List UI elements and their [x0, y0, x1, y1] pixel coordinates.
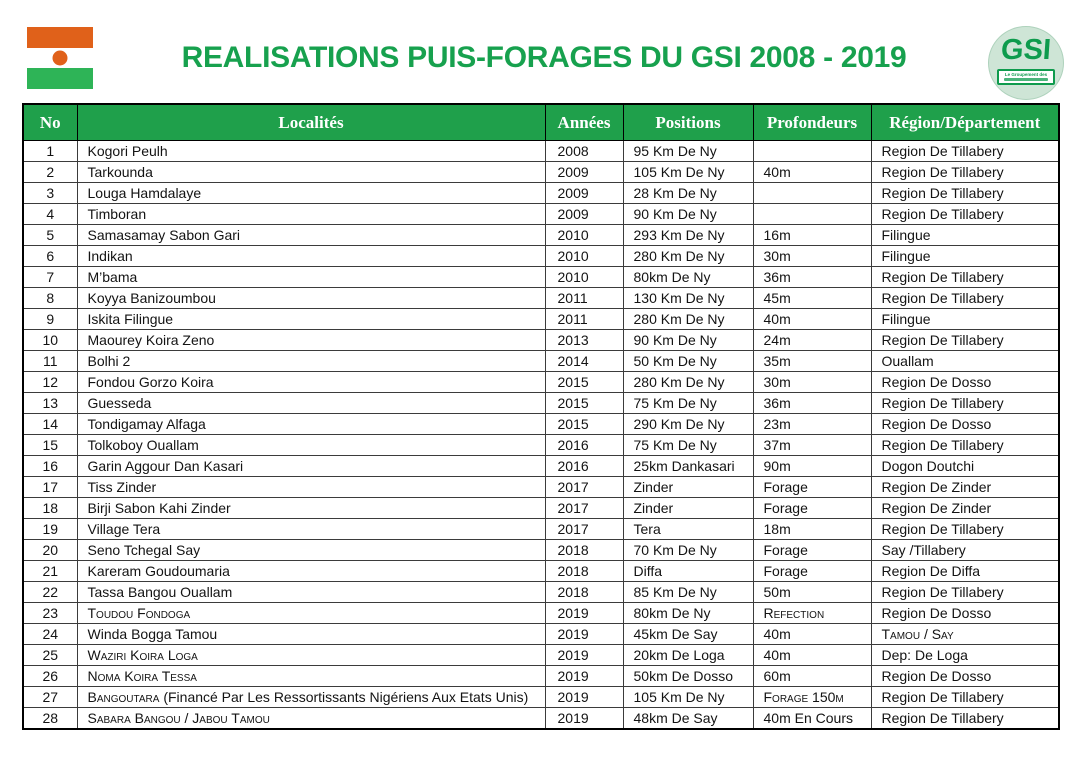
table-row — [23, 477, 1059, 498]
cell-position: 280 Km De Ny — [623, 372, 753, 393]
cell-no: 7 — [23, 267, 77, 288]
cell-annee: 2018 — [545, 561, 623, 582]
cell-no: 16 — [23, 456, 77, 477]
cell-region: Region De Tillabery — [871, 162, 1059, 183]
cell-locality: Tarkounda — [77, 162, 545, 183]
cell-position: Tera — [623, 519, 753, 540]
cell-region: Region De Tillabery — [871, 687, 1059, 708]
cell-region: Dep: De Loga — [871, 645, 1059, 666]
table-row — [23, 603, 1059, 624]
cell-position: 95 Km De Ny — [623, 141, 753, 162]
cell-position: 25km Dankasari — [623, 456, 753, 477]
cell-annee: 2015 — [545, 393, 623, 414]
cell-region: Region De Dosso — [871, 603, 1059, 624]
cell-profondeur — [753, 141, 871, 162]
cell-locality: Bolhi 2 — [77, 351, 545, 372]
cell-profondeur: 40m — [753, 645, 871, 666]
cell-position: 48km De Say — [623, 708, 753, 730]
table-row — [23, 687, 1059, 708]
table-row — [23, 708, 1059, 730]
cell-locality: Bangoutara (Financé Par Les Ressortissants Nigériens Aux Etats Unis) — [77, 687, 545, 708]
cell-no: 20 — [23, 540, 77, 561]
flag-green-band — [27, 68, 93, 89]
cell-no: 12 — [23, 372, 77, 393]
table-row — [23, 309, 1059, 330]
cell-profondeur: 36m — [753, 267, 871, 288]
table-row — [23, 645, 1059, 666]
cell-profondeur: 40m En Cours — [753, 708, 871, 730]
cell-locality: Timboran — [77, 204, 545, 225]
cell-no: 28 — [23, 708, 77, 730]
flag-orange-band — [27, 27, 93, 48]
cell-locality: Toudou Fondoga — [77, 603, 545, 624]
table-header-row — [23, 104, 1059, 141]
cell-position: 90 Km De Ny — [623, 204, 753, 225]
cell-annee: 2018 — [545, 540, 623, 561]
cell-position: 20km De Loga — [623, 645, 753, 666]
cell-profondeur: Forage — [753, 477, 871, 498]
table-row — [23, 624, 1059, 645]
cell-no: 14 — [23, 414, 77, 435]
gsi-logo-tagline-line — [1004, 78, 1048, 81]
cell-no: 9 — [23, 309, 77, 330]
cell-position: 75 Km De Ny — [623, 435, 753, 456]
table-row — [23, 519, 1059, 540]
cell-no: 24 — [23, 624, 77, 645]
cell-region: Filingue — [871, 225, 1059, 246]
cell-no: 3 — [23, 183, 77, 204]
cell-no: 6 — [23, 246, 77, 267]
cell-region: Region De Zinder — [871, 477, 1059, 498]
cell-locality: Seno Tchegal Say — [77, 540, 545, 561]
cell-region: Region De Tillabery — [871, 708, 1059, 730]
gsi-logo-label: GSI — [999, 34, 1053, 66]
table-row — [23, 330, 1059, 351]
cell-profondeur: 50m — [753, 582, 871, 603]
cell-profondeur: 35m — [753, 351, 871, 372]
column-header-profondeurs: Profondeurs — [753, 104, 871, 141]
column-header-positions: Positions — [623, 104, 753, 141]
cell-position: 50km De Dosso — [623, 666, 753, 687]
cell-position: 293 Km De Ny — [623, 225, 753, 246]
cell-region: Region De Tillabery — [871, 519, 1059, 540]
cell-annee: 2016 — [545, 435, 623, 456]
column-header-localites: Localités — [77, 104, 545, 141]
cell-no: 13 — [23, 393, 77, 414]
cell-profondeur: 30m — [753, 246, 871, 267]
cell-profondeur: 24m — [753, 330, 871, 351]
cell-region: Region De Tillabery — [871, 141, 1059, 162]
table-row — [23, 456, 1059, 477]
cell-annee: 2019 — [545, 603, 623, 624]
cell-annee: 2015 — [545, 372, 623, 393]
cell-locality: Noma Koira Tessa — [77, 666, 545, 687]
cell-profondeur — [753, 204, 871, 225]
cell-position: 45km De Say — [623, 624, 753, 645]
cell-position: 80km De Ny — [623, 603, 753, 624]
cell-locality: Sabara Bangou / Jabou Tamou — [77, 708, 545, 730]
cell-profondeur: 23m — [753, 414, 871, 435]
cell-profondeur: 40m — [753, 624, 871, 645]
cell-annee: 2010 — [545, 225, 623, 246]
column-header-region: Région/Département — [871, 104, 1059, 141]
cell-no: 8 — [23, 288, 77, 309]
cell-annee: 2019 — [545, 666, 623, 687]
cell-region: Region De Diffa — [871, 561, 1059, 582]
cell-locality: Koyya Banizoumbou — [77, 288, 545, 309]
cell-no: 25 — [23, 645, 77, 666]
cell-locality: Tassa Bangou Ouallam — [77, 582, 545, 603]
cell-no: 15 — [23, 435, 77, 456]
cell-position: 90 Km De Ny — [623, 330, 753, 351]
cell-no: 1 — [23, 141, 77, 162]
cell-locality: Maourey Koira Zeno — [77, 330, 545, 351]
cell-profondeur: Forage 150m — [753, 687, 871, 708]
table-header — [23, 104, 1059, 141]
cell-locality: Tiss Zinder — [77, 477, 545, 498]
cell-annee: 2019 — [545, 708, 623, 730]
cell-position: Diffa — [623, 561, 753, 582]
cell-no: 26 — [23, 666, 77, 687]
cell-profondeur: 90m — [753, 456, 871, 477]
cell-region: Region De Tillabery — [871, 393, 1059, 414]
cell-position: 80km De Ny — [623, 267, 753, 288]
page-title: REALISATIONS PUIS-FORAGES DU GSI 2008 - 2019 — [181, 41, 907, 74]
cell-profondeur: 30m — [753, 372, 871, 393]
table-row — [23, 204, 1059, 225]
cell-region: Region De Tillabery — [871, 183, 1059, 204]
cell-annee: 2015 — [545, 414, 623, 435]
cell-locality: Winda Bogga Tamou — [77, 624, 545, 645]
cell-no: 19 — [23, 519, 77, 540]
table-body — [23, 141, 1059, 730]
flag-orange-disc — [53, 51, 68, 66]
cell-position: 280 Km De Ny — [623, 246, 753, 267]
cell-profondeur: 16m — [753, 225, 871, 246]
cell-position: 130 Km De Ny — [623, 288, 753, 309]
cell-position: 280 Km De Ny — [623, 309, 753, 330]
flag-white-band — [27, 48, 93, 68]
table-row — [23, 435, 1059, 456]
cell-profondeur: 40m — [753, 309, 871, 330]
cell-locality: Samasamay Sabon Gari — [77, 225, 545, 246]
cell-annee: 2017 — [545, 519, 623, 540]
table-row — [23, 351, 1059, 372]
cell-position: 50 Km De Ny — [623, 351, 753, 372]
cell-region: Region De Zinder — [871, 498, 1059, 519]
cell-region: Region De Tillabery — [871, 267, 1059, 288]
cell-profondeur: Forage — [753, 498, 871, 519]
cell-no: 22 — [23, 582, 77, 603]
cell-locality: Guesseda — [77, 393, 545, 414]
cell-region: Region De Tillabery — [871, 435, 1059, 456]
cell-region: Ouallam — [871, 351, 1059, 372]
cell-annee: 2013 — [545, 330, 623, 351]
cell-no: 27 — [23, 687, 77, 708]
cell-region: Filingue — [871, 246, 1059, 267]
gsi-logo-tagline — [997, 69, 1055, 85]
cell-locality: Tolkoboy Ouallam — [77, 435, 545, 456]
table-row — [23, 582, 1059, 603]
cell-annee: 2019 — [545, 645, 623, 666]
cell-region: Region De Dosso — [871, 666, 1059, 687]
cell-profondeur: Forage — [753, 561, 871, 582]
cell-region: Region De Tillabery — [871, 330, 1059, 351]
cell-position: 105 Km De Ny — [623, 687, 753, 708]
cell-position: 85 Km De Ny — [623, 582, 753, 603]
cell-position: 105 Km De Ny — [623, 162, 753, 183]
cell-position: 290 Km De Ny — [623, 414, 753, 435]
cell-annee: 2019 — [545, 687, 623, 708]
cell-annee: 2018 — [545, 582, 623, 603]
table-row — [23, 561, 1059, 582]
cell-locality: Birji Sabon Kahi Zinder — [77, 498, 545, 519]
cell-locality: Tondigamay Alfaga — [77, 414, 545, 435]
cell-region: Region De Tillabery — [871, 582, 1059, 603]
gsi-logo-tagline-text: Le Groupement des — [1004, 71, 1048, 77]
cell-annee: 2010 — [545, 267, 623, 288]
cell-annee: 2016 — [545, 456, 623, 477]
cell-position: Zinder — [623, 498, 753, 519]
table-row — [23, 288, 1059, 309]
cell-profondeur: 37m — [753, 435, 871, 456]
cell-no: 4 — [23, 204, 77, 225]
cell-locality: Indikan — [77, 246, 545, 267]
cell-no: 10 — [23, 330, 77, 351]
cell-region: Filingue — [871, 309, 1059, 330]
cell-position: 75 Km De Ny — [623, 393, 753, 414]
cell-region: Region De Tillabery — [871, 288, 1059, 309]
cell-no: 21 — [23, 561, 77, 582]
cell-position: Zinder — [623, 477, 753, 498]
cell-locality: Iskita Filingue — [77, 309, 545, 330]
cell-profondeur — [753, 183, 871, 204]
cell-region: Region De Dosso — [871, 414, 1059, 435]
table-row — [23, 162, 1059, 183]
cell-annee: 2009 — [545, 183, 623, 204]
cell-profondeur: 40m — [753, 162, 871, 183]
cell-annee: 2011 — [545, 288, 623, 309]
table-row — [23, 393, 1059, 414]
table-row — [23, 225, 1059, 246]
cell-annee: 2017 — [545, 477, 623, 498]
table-row — [23, 267, 1059, 288]
cell-region: Dogon Doutchi — [871, 456, 1059, 477]
cell-annee: 2017 — [545, 498, 623, 519]
column-header-no: No — [23, 104, 77, 141]
niger-flag-icon — [27, 27, 93, 89]
cell-locality: Fondou Gorzo Koira — [77, 372, 545, 393]
table-row — [23, 414, 1059, 435]
table-row — [23, 141, 1059, 162]
cell-position: 70 Km De Ny — [623, 540, 753, 561]
cell-no: 23 — [23, 603, 77, 624]
results-table — [22, 103, 1060, 730]
table-row — [23, 666, 1059, 687]
cell-annee: 2009 — [545, 162, 623, 183]
cell-locality: Garin Aggour Dan Kasari — [77, 456, 545, 477]
table-row — [23, 540, 1059, 561]
gsi-logo-icon — [988, 26, 1064, 100]
cell-region: Region De Dosso — [871, 372, 1059, 393]
table-row — [23, 183, 1059, 204]
cell-locality: Waziri Koira Loga — [77, 645, 545, 666]
cell-annee: 2009 — [545, 204, 623, 225]
cell-locality: M’bama — [77, 267, 545, 288]
cell-region: Region De Tillabery — [871, 204, 1059, 225]
cell-region: Say /Tillabery — [871, 540, 1059, 561]
cell-profondeur: 45m — [753, 288, 871, 309]
cell-no: 5 — [23, 225, 77, 246]
cell-locality: Kareram Goudoumaria — [77, 561, 545, 582]
cell-no: 11 — [23, 351, 77, 372]
cell-region: Tamou / Say — [871, 624, 1059, 645]
cell-annee: 2014 — [545, 351, 623, 372]
cell-profondeur: 18m — [753, 519, 871, 540]
cell-profondeur: 36m — [753, 393, 871, 414]
cell-locality: Louga Hamdalaye — [77, 183, 545, 204]
table-row — [23, 246, 1059, 267]
cell-locality: Village Tera — [77, 519, 545, 540]
cell-no: 2 — [23, 162, 77, 183]
cell-annee: 2011 — [545, 309, 623, 330]
cell-profondeur: 60m — [753, 666, 871, 687]
cell-locality: Kogori Peulh — [77, 141, 545, 162]
cell-annee: 2019 — [545, 624, 623, 645]
table-row — [23, 372, 1059, 393]
cell-annee: 2010 — [545, 246, 623, 267]
cell-profondeur: Forage — [753, 540, 871, 561]
cell-no: 18 — [23, 498, 77, 519]
column-header-annees: Années — [545, 104, 623, 141]
cell-profondeur: Refection — [753, 603, 871, 624]
table-row — [23, 498, 1059, 519]
cell-position: 28 Km De Ny — [623, 183, 753, 204]
cell-no: 17 — [23, 477, 77, 498]
cell-annee: 2008 — [545, 141, 623, 162]
